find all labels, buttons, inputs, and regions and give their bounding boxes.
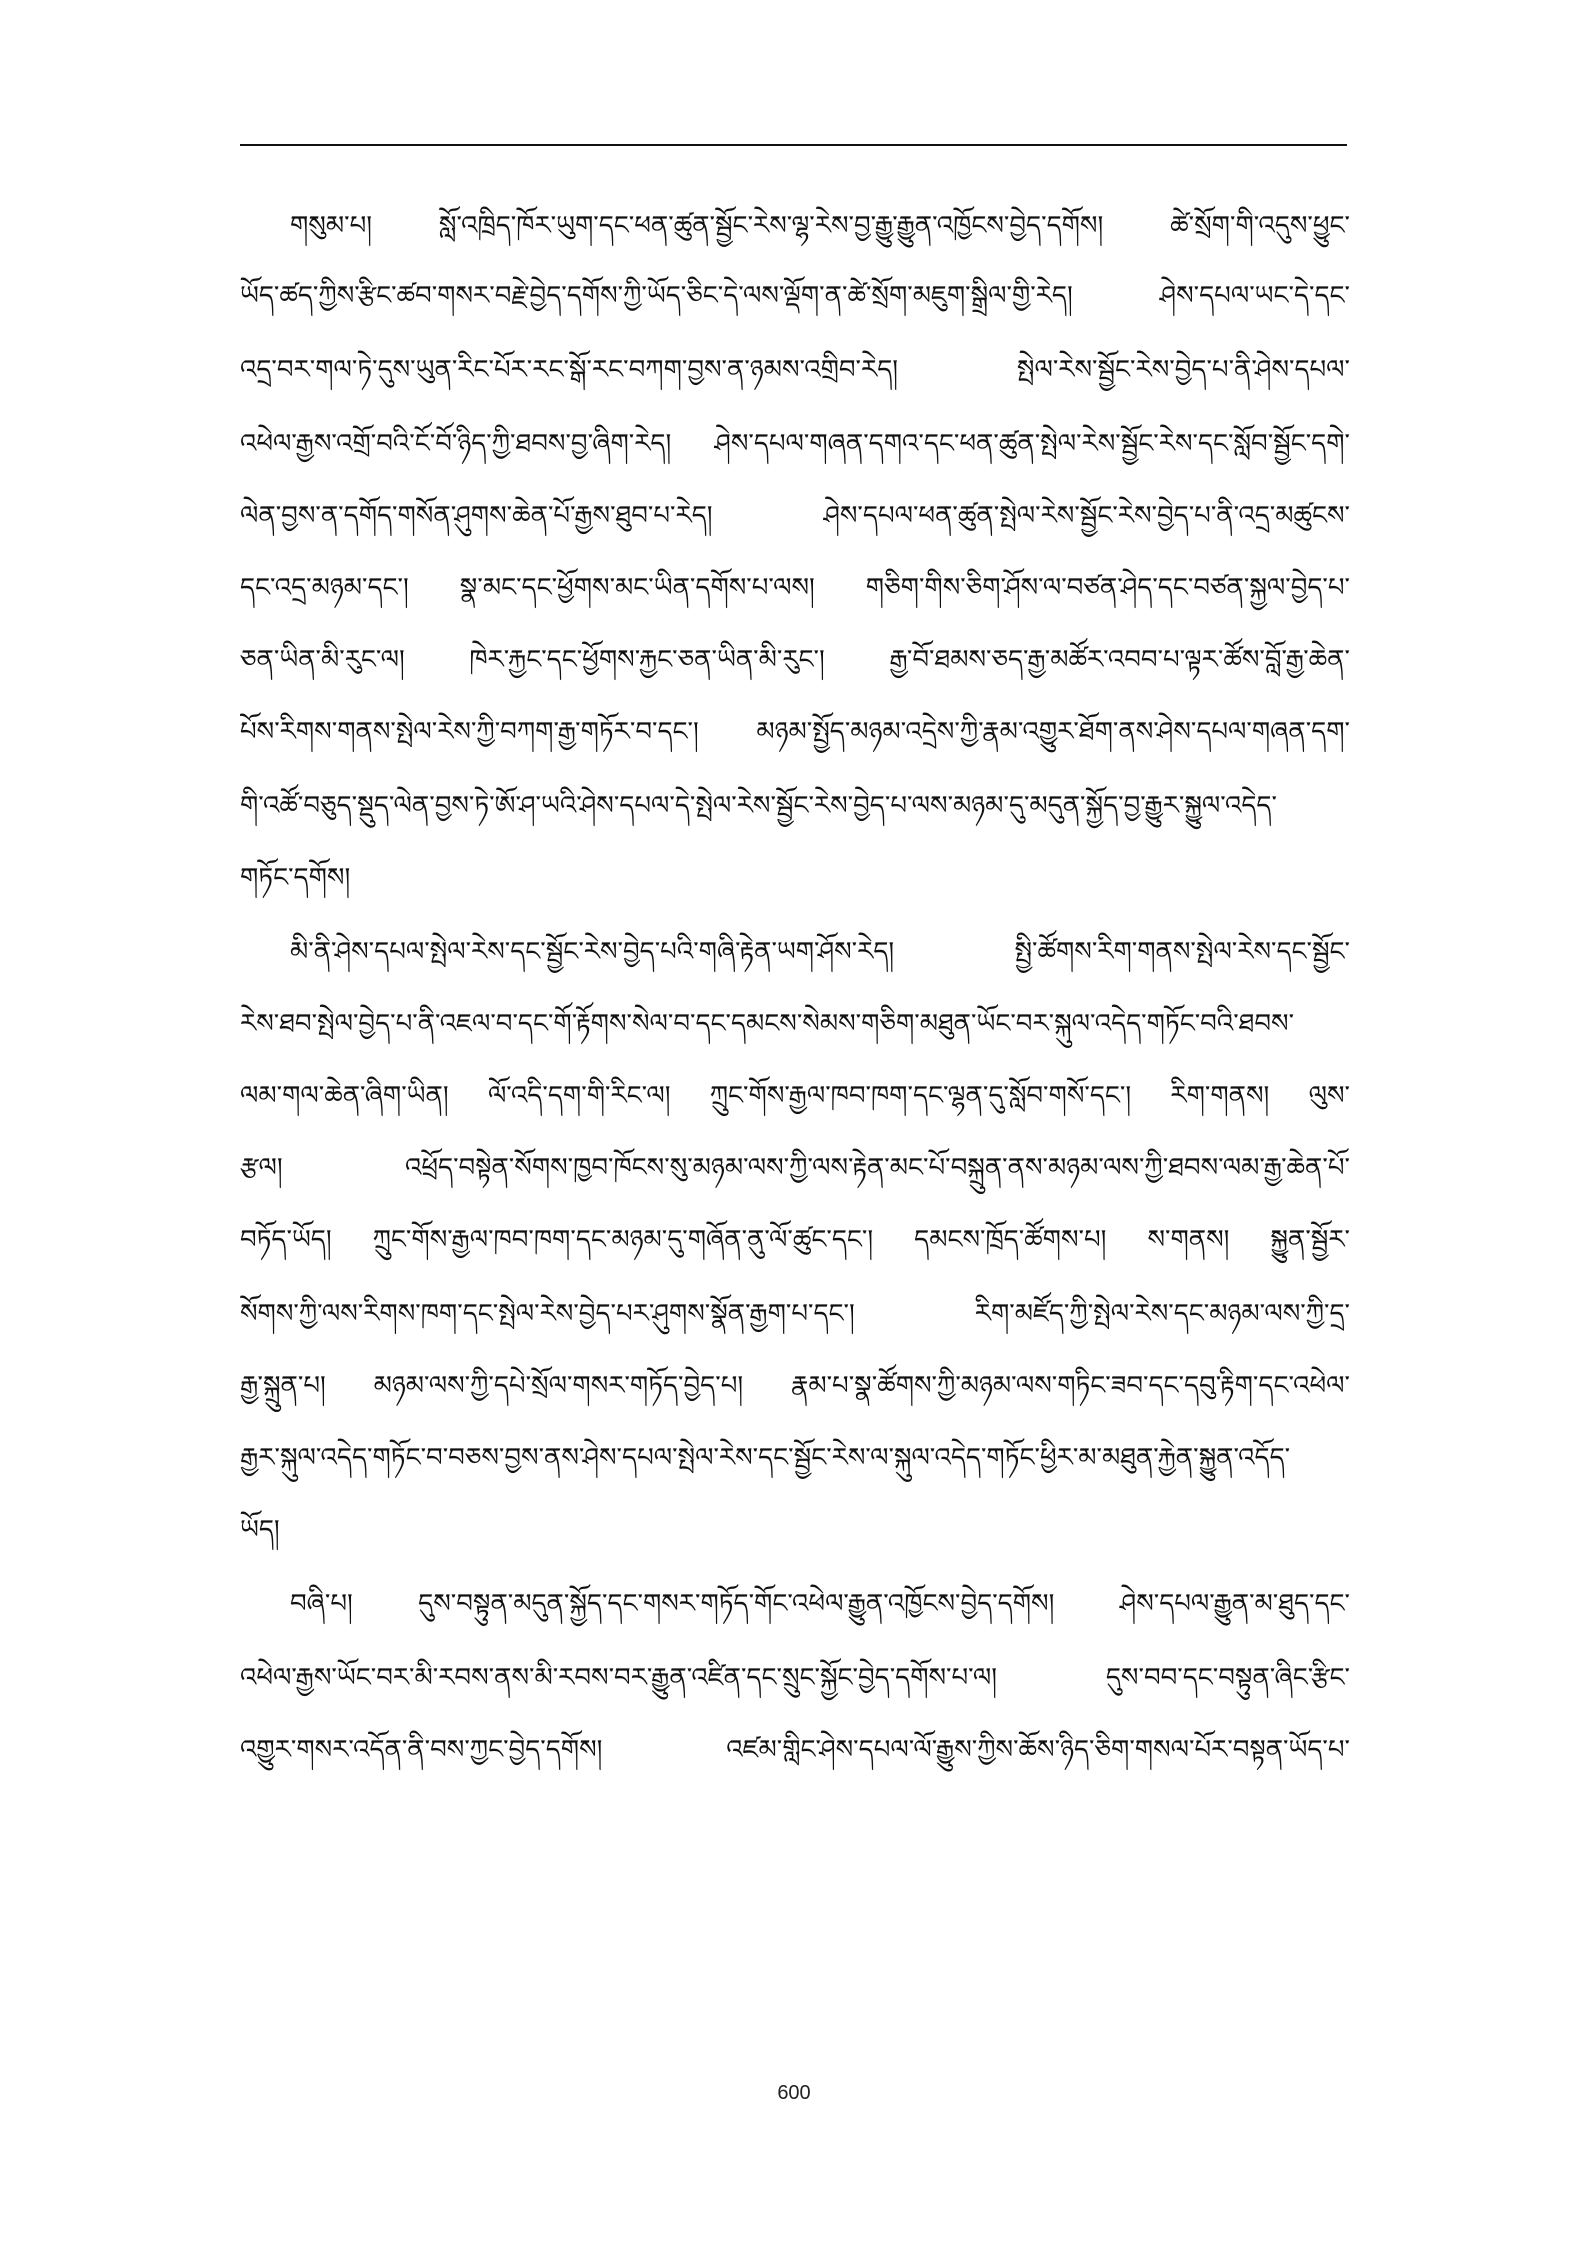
text-line: འཕེལ་རྒྱས་འགྲོ་བའི་ངོ་བོ་ཉིད་ཀྱི་ཐབས་བྱ་ཞིག་རེད། ཤེས་དཔལ་གཞན་དགའ་དང་ཕན་ཚུན་སྤེལ་རེས་སྦྱོང་རེས་དང་སློབ་སྦྱོང་དགེ་ [240,429,1350,459]
text-line: བཞི་པ། དུས་བསྟུན་མདུན་སྐྱོད་དང་གསར་གཏོད་གོང་འཕེལ་རྒྱུན་འཁྱོངས་བྱེད་དགོས། ཤེས་དཔལ་རྒྱུན་མ་ཐུད་དང་ [290,1589,1350,1619]
text-line: ཅན་ཡིན་མི་རུང་ལ། ཁེར་རྐྱང་དང་ཕྱོགས་རྐྱང་ཅན་ཡིན་མི་རུང་། རྒྱ་བོ་ཐམས་ཅད་རྒྱ་མཚོར་འབབ་པ་ལྟར་ཚོས་བློ་རྒྱ་ཆེན་ [240,645,1350,675]
text-line: རྩལ། འཕྲོད་བསྟེན་སོགས་ཁྱབ་ཁོངས་སུ་མཉམ་ལས་ཀྱི་ལས་རྟེན་མང་པོ་བསྐྲུན་ནས་མཉམ་ལས་ཀྱི་ཐབས་ལམ་རྒྱ་ཆེན་པོ་ [240,1153,1350,1183]
text-line: འཕེལ་རྒྱས་ཡོང་བར་མི་རབས་ནས་མི་རབས་བར་རྒྱུན་འཛིན་དང་སྲུང་སྐྱོང་བྱེད་དགོས་པ་ལ། དུས་བབ་དང་བསྟུན་ཞིང་རྩིང་ [240,1663,1350,1693]
header-rule [240,144,1347,146]
page-number: 600 [777,2082,811,2104]
text-line: རྒྱར་སྐུལ་འདེད་གཏོང་བ་བཅས་བྱས་ནས་ཤེས་དཔལ་སྤེལ་རེས་དང་སྦྱོང་རེས་ལ་སྐུལ་འདེད་གཏོང་ཕྱིར་མ་མཐུན་རྐྱེན་སྐྱུན་འདོད་ [240,1443,1291,1473]
text-line: དང་འདྲ་མཉམ་དང་། སྣ་མང་དང་ཕྱོགས་མང་ཡིན་དགོས་པ་ལས། གཅིག་གིས་ཅིག་ཤོས་ལ་བཙན་ཤེད་དང་བཙན་སྐྱལ་བྱེད་པ་ [240,573,1350,603]
text-line: ཡོད། [240,1515,280,1545]
text-line: རེས་ཐབ་སྤེལ་བྱེད་པ་ནི་འཇལ་བ་དང་གོ་རྟོགས་སེལ་བ་དང་དམངས་སེམས་གཅིག་མཐུན་ཡོང་བར་སྐུལ་འདེད་གཏོང་བའི་ཐབས་ [240,1009,1295,1039]
text-line: གསུམ་པ། སློ་འཁྲིད་ཁོར་ཡུག་དང་ཕན་ཚུན་སྦྱོང་རེས་ལྷ་རེས་བྱ་རྒྱུ་རྒྱུན་འཁྱོངས་བྱེད་དགོས། ཚེ་སྲོག་གི་འདུས་ཕྱུང་ [290,211,1350,241]
text-line: འགྱུར་གསར་འདོན་ནི་བས་ཀྱང་བྱེད་དགོས། འཛམ་གླིང་ཤེས་དཔལ་ལོ་རྒྱུས་ཀྱིས་ཆོས་ཉིད་ཅིག་གསལ་པོར་བསྟན་ཡོད་པ་ [240,1735,1350,1765]
text-line: བཏོད་ཡོད། ཀྲུང་གོས་རྒྱལ་ཁབ་ཁག་དང་མཉམ་དུ་གཞོན་ནུ་ལོ་ཚུང་དང་། དམངས་ཁྲོད་ཚོགས་པ། ས་གནས། སྐྱུན་སྦྱོར་ [240,1225,1350,1255]
text-line: གི་འཚོ་བཅུད་སྡུད་ལེན་བྱས་ཏེ་ཨོ་ཤ་ཡའི་ཤེས་དཔལ་དེ་སྤེལ་རེས་སྦྱོང་རེས་བྱེད་པ་ལས་མཉམ་དུ་མདུན་སྐྱོད་བྱ་རྒྱུར་སྐྱུལ་འདེད་ [240,791,1277,821]
text-line: ལམ་གལ་ཆེན་ཞིག་ཡིན། ལོ་འདི་དག་གི་རིང་ལ། ཀྲུང་གོས་རྒྱལ་ཁབ་ཁག་དང་ལྷན་དུ་སློབ་གསོ་དང་། རིག་གནས། ལུས་ [240,1081,1350,1111]
text-line: གཏོང་དགོས། [240,863,351,893]
text-line: མི་ནི་ཤེས་དཔལ་སྤེལ་རེས་དང་སྦྱོང་རེས་བྱེད་པའི་གཞི་རྟེན་ཡག་ཤོས་རེད། སྤྱི་ཚོགས་རིག་གནས་སྤེལ་རེས་དང་སྦྱོང་ [290,937,1350,967]
text-line: པོས་རིགས་གནས་སྤེལ་རེས་ཀྱི་བཀག་རྒྱ་གཏོར་བ་དང་། མཉམ་སྤྱོད་མཉམ་འདྲེས་ཀྱི་རྣམ་འགྱུར་ཐོག་ནས་ཤེས་དཔལ་གཞན་དག་ [240,717,1350,747]
text-line: འདྲ་བར་གལ་ཏེ་དུས་ཡུན་རིང་པོར་རང་སྒོ་རང་བཀག་བྱས་ན་ཉམས་འགྲིབ་རེད། སྤེལ་རེས་སྦྱོང་རེས་བྱེད་པ་ནི་ཤེས་དཔལ་ [240,355,1350,385]
text-line: སོགས་ཀྱི་ལས་རིགས་ཁག་དང་སྤེལ་རེས་བྱེད་པར་ཤུགས་སྣོན་རྒྱག་པ་དང་། རིག་མཛོད་ཀྱི་སྤེལ་རེས་དང་མཉམ་ལས་ཀྱི་དྲ་ [240,1299,1350,1329]
text-line: ཡོད་ཚད་ཀྱིས་རྩིང་ཚབ་གསར་བརྗེ་བྱེད་དགོས་ཀྱི་ཡོད་ཅིང་དེ་ལས་ལྡོག་ན་ཚེ་སྲོག་མཇུག་སྒྲིལ་གྱི་རེད། ཤེས་དཔལ་ཡང་དེ་དང་ [240,281,1350,311]
text-line: རྒྱ་སྐྲུན་པ། མཉམ་ལས་ཀྱི་དཔེ་སྲོལ་གསར་གཏོད་བྱེད་པ། རྣམ་པ་སྣ་ཚོགས་ཀྱི་མཉམ་ལས་གཏིང་ཟབ་དང་དབུ་རྟིག་དང་འཕེལ་ [240,1371,1350,1401]
text-line: ལེན་བྱས་ན་དགོད་གསོན་ཤུགས་ཆེན་པོ་རྒྱས་ཐུབ་པ་རེད། ཤེས་དཔལ་ཕན་ཚུན་སྤེལ་རེས་སྦྱོང་རེས་བྱེད་པ་ནི་འདྲ་མཚུངས་ [240,501,1350,531]
